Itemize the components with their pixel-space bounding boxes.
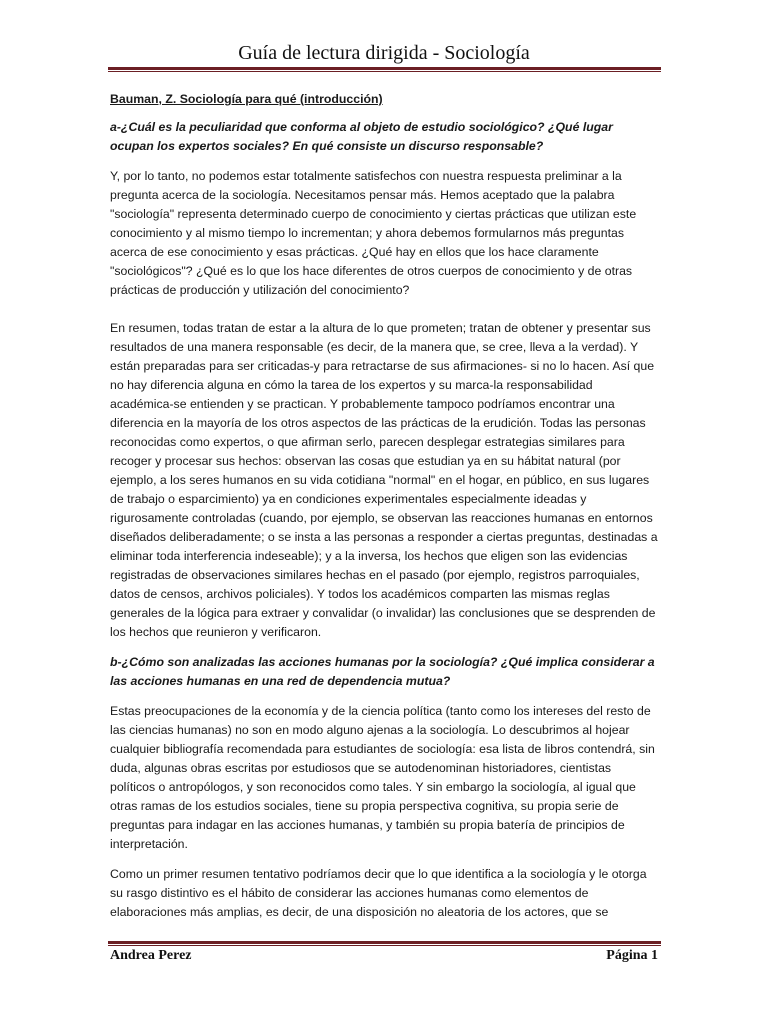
- paragraph-2: En resumen, todas tratan de estar a la altura de lo que prometen; tratan de obtener y presentar sus resultados de una manera responsable (es decir, de la manera que, se cree, lleva a la verdad). Y están preparadas para ser criticadas-y para retractarse de sus afirmaciones- si no lo hacen. Así que no hay diferencia alguna en cómo la tarea de los expertos y su marca-la responsabilidad académica-se entienden y se practican. Y probablemente tampoco podríamos encontrar una diferencia en la mayoría de los otros aspectos de las prácticas de la erudición. Todas las personas reconocidas como expertos, o que afirman serlo, parecen desplegar estrategias similares para recoger y procesar sus hechos: observan las cosas que estudian ya en su hábitat natural (por ejemplo, a los seres humanos en su vida cotidiana "normal" en el hogar, en público, en sus lugares de trabajo o esparcimiento) ya en condiciones experimentales especialmente ideadas y rigurosamente controladas (cuando, por ejemplo, se observan las reacciones humanas en entornos diseñados deliberadamente; o se insta a las personas a responder a ciertas preguntas, destinadas a eliminar toda interferencia indeseable); y a la inversa, los hechos que eligen son las evidencias registradas de observaciones similares hechas en el pasado (por ejemplo, registros parroquiales, datos de censos, archivos policiales). Y todos los académicos comparten las mismas reglas generales de la lógica para extraer y convalidar (o invalidar) las conclusiones que se desprenden de los hechos que reunieron y verificaron.: [110, 321, 658, 639]
- document-body: [110, 90, 658, 933]
- header-divider: [108, 67, 661, 72]
- question-a: a-¿Cuál es la peculiaridad que conforma al objeto de estudio sociológico? ¿Qué lugar ocupan los expertos sociales? En qué consiste un discurso responsable?: [110, 120, 613, 153]
- paragraph-1: Y, por lo tanto, no podemos estar totalmente satisfechos con nuestra respuesta preliminar a la pregunta acerca de la sociología. Necesitamos pensar más. Hemos aceptado que la palabra "sociología" representa determinado cuerpo de conocimiento y ciertas prácticas que utilizan este conocimiento y al mismo tiempo lo incrementan; y ahora debemos formularnos más preguntas acerca de ese conocimiento y esas prácticas. ¿Qué hay en ellos que los hace claramente "sociológicos"? ¿Qué es lo que los hace diferentes de otros cuerpos de conocimiento y de otras prácticas de producción y utilización del conocimiento?: [110, 169, 637, 297]
- reference-title: Bauman, Z. Sociología para qué (introducción): [110, 92, 383, 106]
- footer-author: Andrea Perez: [110, 948, 192, 963]
- question-b: b-¿Cómo son analizadas las acciones humanas por la sociología? ¿Qué implica considerar a las acciones humanas en una red de dependencia mutua?: [110, 655, 655, 688]
- header-title: Guía de lectura dirigida - Sociología: [238, 42, 530, 64]
- footer-divider: [108, 941, 661, 946]
- footer-page-number: Página 1: [606, 948, 658, 963]
- paragraph-3: Estas preocupaciones de la economía y de la ciencia política (tanto como los intereses del resto de las ciencias humanas) no son en modo alguno ajenas a la sociología. Lo descubrimos al hojear cualquier bibliografía recomendada para estudiantes de sociología: esa lista de libros contendrá, sin duda, algunas obras escritas por estudiosos que se autodenominan historiadores, cientistas políticos o antropólogos, y son reconocidos como tales. Y sin embargo la sociología, al igual que otras ramas de los estudios sociales, tiene su propia perspectiva cognitiva, su propia serie de preguntas para indagar en las acciones humanas, y también su propia batería de principios de interpretación.: [110, 704, 655, 851]
- paragraph-4: Como un primer resumen tentativo podríamos decir que lo que identifica a la sociología y le otorga su rasgo distintivo es el hábito de considerar las acciones humanas como elementos de elaboraciones más amplias, es decir, de una disposición no aleatoria de los actores, que se: [110, 867, 647, 919]
